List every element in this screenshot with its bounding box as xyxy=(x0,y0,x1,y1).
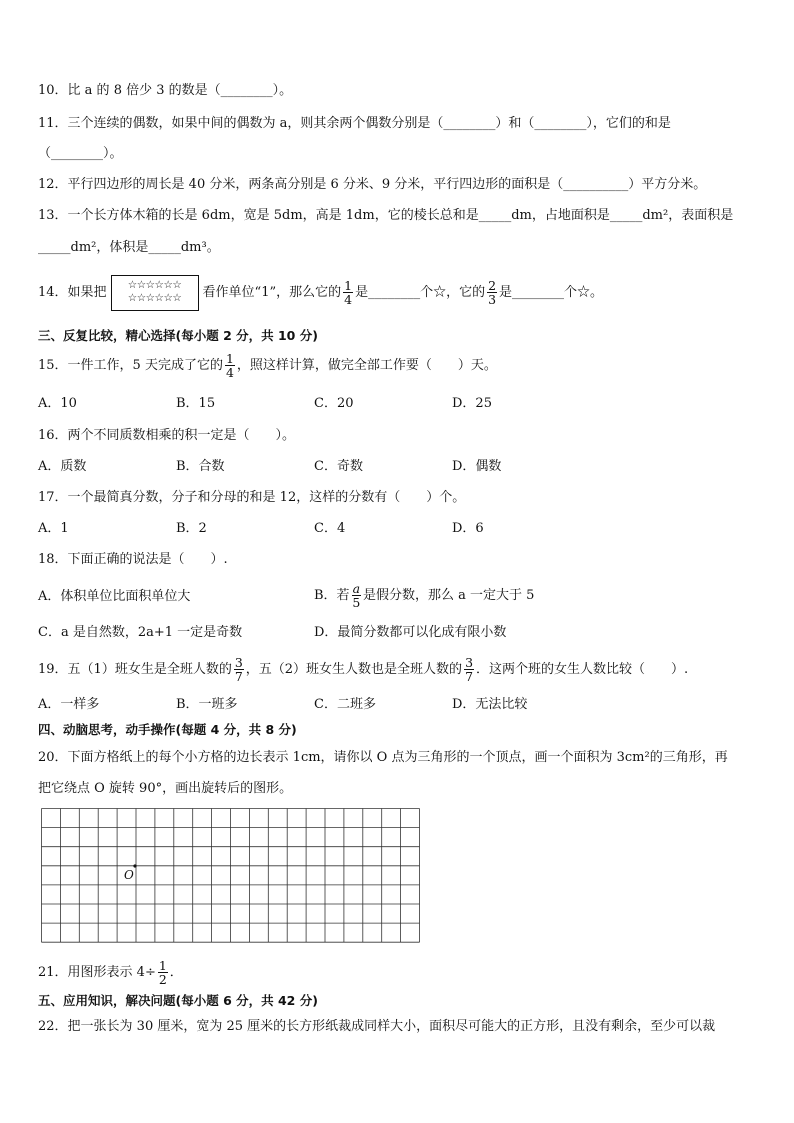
q17-option-d: D．6 xyxy=(452,521,484,536)
q15-option-a: A．10 xyxy=(38,396,77,411)
q15-option-c: C．20 xyxy=(314,396,354,411)
point-o-label: O xyxy=(124,868,134,882)
q15-option-b: B．15 xyxy=(176,396,216,411)
q16-option-c: C．奇数 xyxy=(314,459,363,474)
q14-mid: 看作单位“1”，那么它的 xyxy=(202,285,342,300)
star-row: ☆☆☆☆☆☆ xyxy=(127,291,182,304)
q19-option-a: A．一样多 xyxy=(38,697,100,712)
square-grid-paper[interactable] xyxy=(41,808,421,944)
question-13-line1: 13．一个长方体木箱的长是 6dm，宽是 5dm，高是 1dm，它的棱长总和是_____dm，占地面积是_____dm²，表面积是 xyxy=(38,208,734,223)
q17-option-b: B．2 xyxy=(176,521,207,536)
q14-mid2: 是________个☆，它的 xyxy=(355,285,486,300)
question-11-line1: 11．三个连续的偶数，如果中间的偶数为 a，则其余两个偶数分别是（________）和（________），它们的和是 xyxy=(38,116,671,131)
fraction: $\frac{2}{3}$ xyxy=(488,278,497,307)
question-20-line2: 把它绕点 O 旋转 90°，画出旋转后的图形。 xyxy=(38,781,293,796)
fraction: $\frac{1}{4}$ xyxy=(225,351,234,380)
star-row: ☆☆☆☆☆☆ xyxy=(127,278,182,291)
fraction: $\frac{1}{4}$ xyxy=(344,278,353,307)
question-18: 18．下面正确的说法是（ ）. xyxy=(38,552,228,567)
q14-end: 是________个☆。 xyxy=(499,285,604,300)
section-4-heading: 四、动脑思考，动手操作(每题 4 分，共 8 分) xyxy=(38,722,297,737)
fraction: $\frac{a}{5}$ xyxy=(352,581,361,610)
fraction: $\frac{3}{7}$ xyxy=(234,655,243,684)
fraction: $\frac{1}{2}$ xyxy=(158,958,167,987)
q19-option-c: C．二班多 xyxy=(314,697,376,712)
q18-option-a: A．体积单位比面积单位大 xyxy=(38,589,191,604)
point-o xyxy=(133,864,136,867)
q16-option-b: B．合数 xyxy=(176,459,225,474)
question-19: 19．五（1）班女生是全班人数的 $\frac{3}{7}$ ，五（2）班女生人数也是全班人数的 $\frac{3}{7}$ ．这两个班的女生人数比较（ ）. xyxy=(38,655,689,684)
question-22: 22．把一张长为 30 厘米，宽为 25 厘米的长方形纸裁成同样大小，面积尽可能大的正方形，且没有剩余，至少可以裁 xyxy=(38,1019,716,1034)
fraction: $\frac{3}{7}$ xyxy=(465,655,474,684)
q19-option-b: B．一班多 xyxy=(176,697,238,712)
q19-option-d: D．无法比较 xyxy=(452,697,528,712)
question-14 xyxy=(38,273,603,313)
question-12: 12．平行四边形的周长是 40 分米，两条高分别是 6 分米、9 分米，平行四边形的面积是（__________）平方分米。 xyxy=(38,177,707,192)
q18-option-c: C．a 是自然数，2a+1 一定是奇数 xyxy=(38,625,243,640)
q18-option-d: D．最简分数都可以化成有限小数 xyxy=(314,625,507,640)
question-10: 10．比 a 的 8 倍少 3 的数是（________）。 xyxy=(38,83,293,98)
q16-option-d: D．偶数 xyxy=(452,459,502,474)
q18-option-b: B．若 $\frac{a}{5}$ 是假分数，那么 a 一定大于 5 xyxy=(314,581,535,610)
question-15: 15．一件工作，5 天完成了它的 $\frac{1}{4}$ ，照这样计算，做完全部工作要（ ）天。 xyxy=(38,351,497,380)
section-3-heading: 三、反复比较，精心选择(每小题 2 分，共 10 分) xyxy=(38,328,318,343)
q16-option-a: A．质数 xyxy=(38,459,87,474)
star-box xyxy=(111,275,199,311)
q15-option-d: D．25 xyxy=(452,396,492,411)
question-13-line2: _____dm²，体积是_____dm³。 xyxy=(38,240,220,255)
section-5-heading: 五、应用知识，解决问题(每小题 6 分，共 42 分) xyxy=(38,993,318,1008)
question-17: 17．一个最简真分数，分子和分母的和是 12，这样的分数有（ ）个。 xyxy=(38,490,466,505)
question-21: 21．用图形表示 4÷ $\frac{1}{2}$ ． xyxy=(38,958,183,987)
q17-option-a: A．1 xyxy=(38,521,69,536)
question-16: 16．两个不同质数相乘的积一定是（ ）。 xyxy=(38,428,296,443)
question-11-line2: （________）。 xyxy=(38,146,123,161)
question-20-line1: 20．下面方格纸上的每个小方格的边长表示 1cm，请你以 O 点为三角形的一个顶点，画一个面积为 3cm²的三角形，再 xyxy=(38,750,728,765)
q17-option-c: C．4 xyxy=(314,521,346,536)
q14-prefix: 14．如果把 xyxy=(38,285,107,300)
